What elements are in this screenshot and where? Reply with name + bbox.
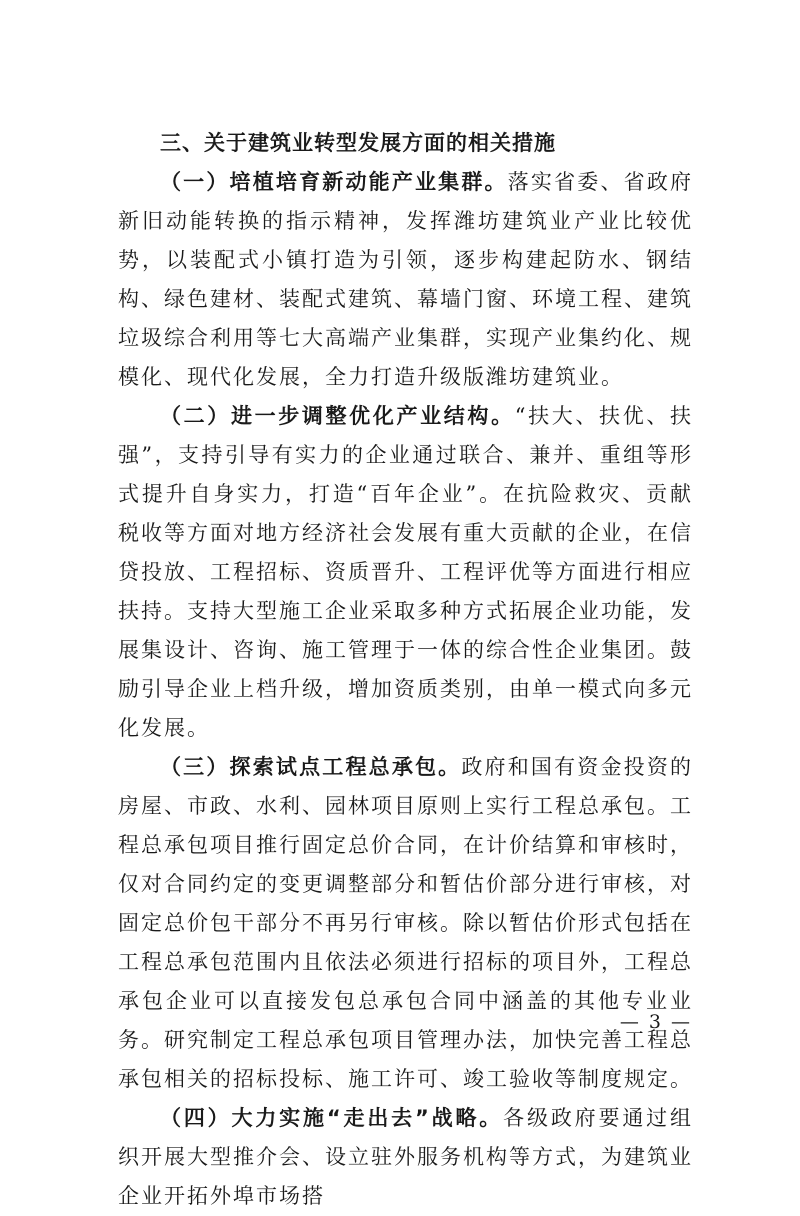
paragraph-4 xyxy=(118,1099,693,1216)
paragraph-2-lead: （二）进一步调整优化产业结构。 xyxy=(160,404,515,428)
page-number: — 3 — xyxy=(619,1011,692,1033)
paragraph-4-body: 各级政府要通过组织开展大型推介会、设立驻外服务机构等方式，为建筑业企业开拓外埠市场搭 xyxy=(118,1106,694,1208)
paragraph-4-lead: （四）大力实施“走出去”战略。 xyxy=(160,1106,504,1130)
paragraph-3-body: 政府和国有资金投资的房屋、市政、水利、园林项目原则上实行工程总承包。工程总承包项目推行固定总价合同，在计价结算和审核时，仅对合同约定的变更调整部分和暂估价部分进行审核，对固定总价包干部分不再另行审核。除以暂估价形式包括在工程总承包范围内且依法必须进行招标的项目外，工程总承包企业可以直接发包总承包合同中涵盖的其他专业业务。研究制定工程总承包项目管理办法，加快完善工程总承包相关的招标投标、施工许可、竣工验收等制度规定。 xyxy=(118,755,694,1091)
page-body xyxy=(118,124,693,1216)
paragraph-2-body: “扶大、扶优、扶强”，支持引导有实力的企业通过联合、兼并、重组等形式提升自身实力，打造“百年企业”。在抗险救灾、贡献税收等方面对地方经济社会发展有重大贡献的企业，在信贷投放、工程招标、资质晋升、工程评优等方面进行相应扶持。支持大型施工企业采取多种方式拓展企业功能，发展集设计、咨询、施工管理于一体的综合性企业集团。鼓励引导企业上档升级，增加资质类别，由单一模式向多元化发展。 xyxy=(118,404,693,740)
section-heading: 三、关于建筑业转型发展方面的相关措施 xyxy=(160,131,556,155)
paragraph-3 xyxy=(118,748,693,1099)
paragraph-1-body: 落实省委、省政府新旧动能转换的指示精神，发挥潍坊建筑业产业比较优势，以装配式小镇打造为引领，逐步构建起防水、钢结构、绿色建材、装配式建筑、幕墙门窗、环境工程、建筑垃圾综合利用等七大高端产业集群，实现产业集约化、规模化、现代化发展，全力打造升级版潍坊建筑业。 xyxy=(118,170,694,389)
paragraph-1 xyxy=(118,163,693,397)
paragraph-2 xyxy=(118,397,693,748)
paragraph-1-lead: （一）培植培育新动能产业集群。 xyxy=(160,170,508,194)
paragraph-3-lead: （三）探索试点工程总承包。 xyxy=(160,755,462,779)
